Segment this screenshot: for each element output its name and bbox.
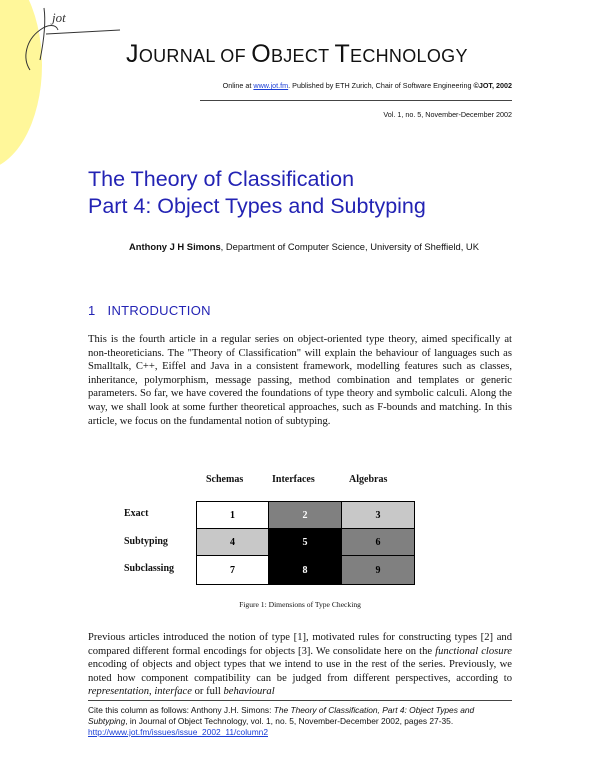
type-checking-grid [196, 501, 415, 585]
jot-logo-mark [0, 0, 130, 75]
volume-line: Vol. 1, no. 5, November-December 2002 [383, 110, 512, 119]
article-title: The Theory of Classification Part 4: Object Types and Subtyping [88, 167, 426, 218]
header-divider [200, 100, 512, 101]
citation-link[interactable]: http://www.jot.fm/issues/issue_2002_11/column2 [88, 727, 268, 737]
grid-cell: 1 [197, 502, 269, 529]
grid-cell: 6 [342, 529, 414, 556]
figure-caption: Figure 1: Dimensions of Type Checking [239, 600, 361, 609]
column-header-algebras: Algebras [349, 474, 388, 485]
author-affiliation: Anthony J H Simons, Department of Computer Science, University of Sheffield, UK [129, 241, 479, 252]
grid-cell: 4 [197, 529, 269, 556]
body-paragraph: Previous articles introduced the notion of type [1], motivated rules for constructing types [2] and compared different formal encodings for objects [3]. We consolidate here on the functional closure encoding of objects and object types that we intend to use in the rest of the series. Previously, we noted how component compatibility can be judged from different perspectives, according to representation, interface or full behavioural [88, 632, 512, 698]
grid-cell: 2 [269, 502, 342, 529]
column-header-schemas: Schemas [206, 474, 244, 485]
column-header-interfaces: Interfaces [272, 474, 315, 485]
grid-cell: 7 [197, 556, 269, 584]
intro-paragraph: This is the fourth article in a regular series on object-oriented type theory, aimed specifically at non-theoreticians. The "Theory of Classification" will explain the behaviour of languages such as Smalltalk, C++, Eiffel and Java in a consistent framework, modelling features such as classes, inheritance, polymorphism, message passing, method combination and templates or generic parameters. So far, we have covered the foundations of type theory and symbolic calculi. Along the way, we shall look at some further theoretical approaches, such as F-bounds and matching. In this article, we focus on the fundamental notion of subtyping. [88, 334, 512, 427]
logo-text: jot [52, 10, 66, 25]
section-heading: 1 INTRODUCTION [88, 303, 211, 318]
grid-cell: 5 [269, 529, 342, 556]
grid-cell: 9 [342, 556, 414, 584]
row-header-subtyping: Subtyping [124, 536, 168, 547]
grid-cell: 8 [269, 556, 342, 584]
jot-website-link[interactable]: www.jot.fm [253, 81, 289, 90]
footer-divider [88, 700, 512, 701]
grid-cell: 3 [342, 502, 414, 529]
journal-title: JOURNAL OF OBJECT TECHNOLOGY [126, 40, 468, 68]
publication-line: Online at www.jot.fm. Published by ETH Zurich, Chair of Software Engineering ©JOT, 2002 [222, 81, 512, 90]
author-name: Anthony J H Simons [129, 241, 221, 252]
row-header-subclassing: Subclassing [124, 563, 175, 574]
citation-footer: Cite this column as follows: Anthony J.H. Simons: The Theory of Classification, Part 4: Object Types and Subtyping, in Journal of Object Technology, vol. 1, no. 5, November-December 2002, pages 27-35. http://www.jot.fm/issues/issue_2002_11/column2 [88, 705, 475, 737]
row-header-exact: Exact [124, 508, 149, 519]
